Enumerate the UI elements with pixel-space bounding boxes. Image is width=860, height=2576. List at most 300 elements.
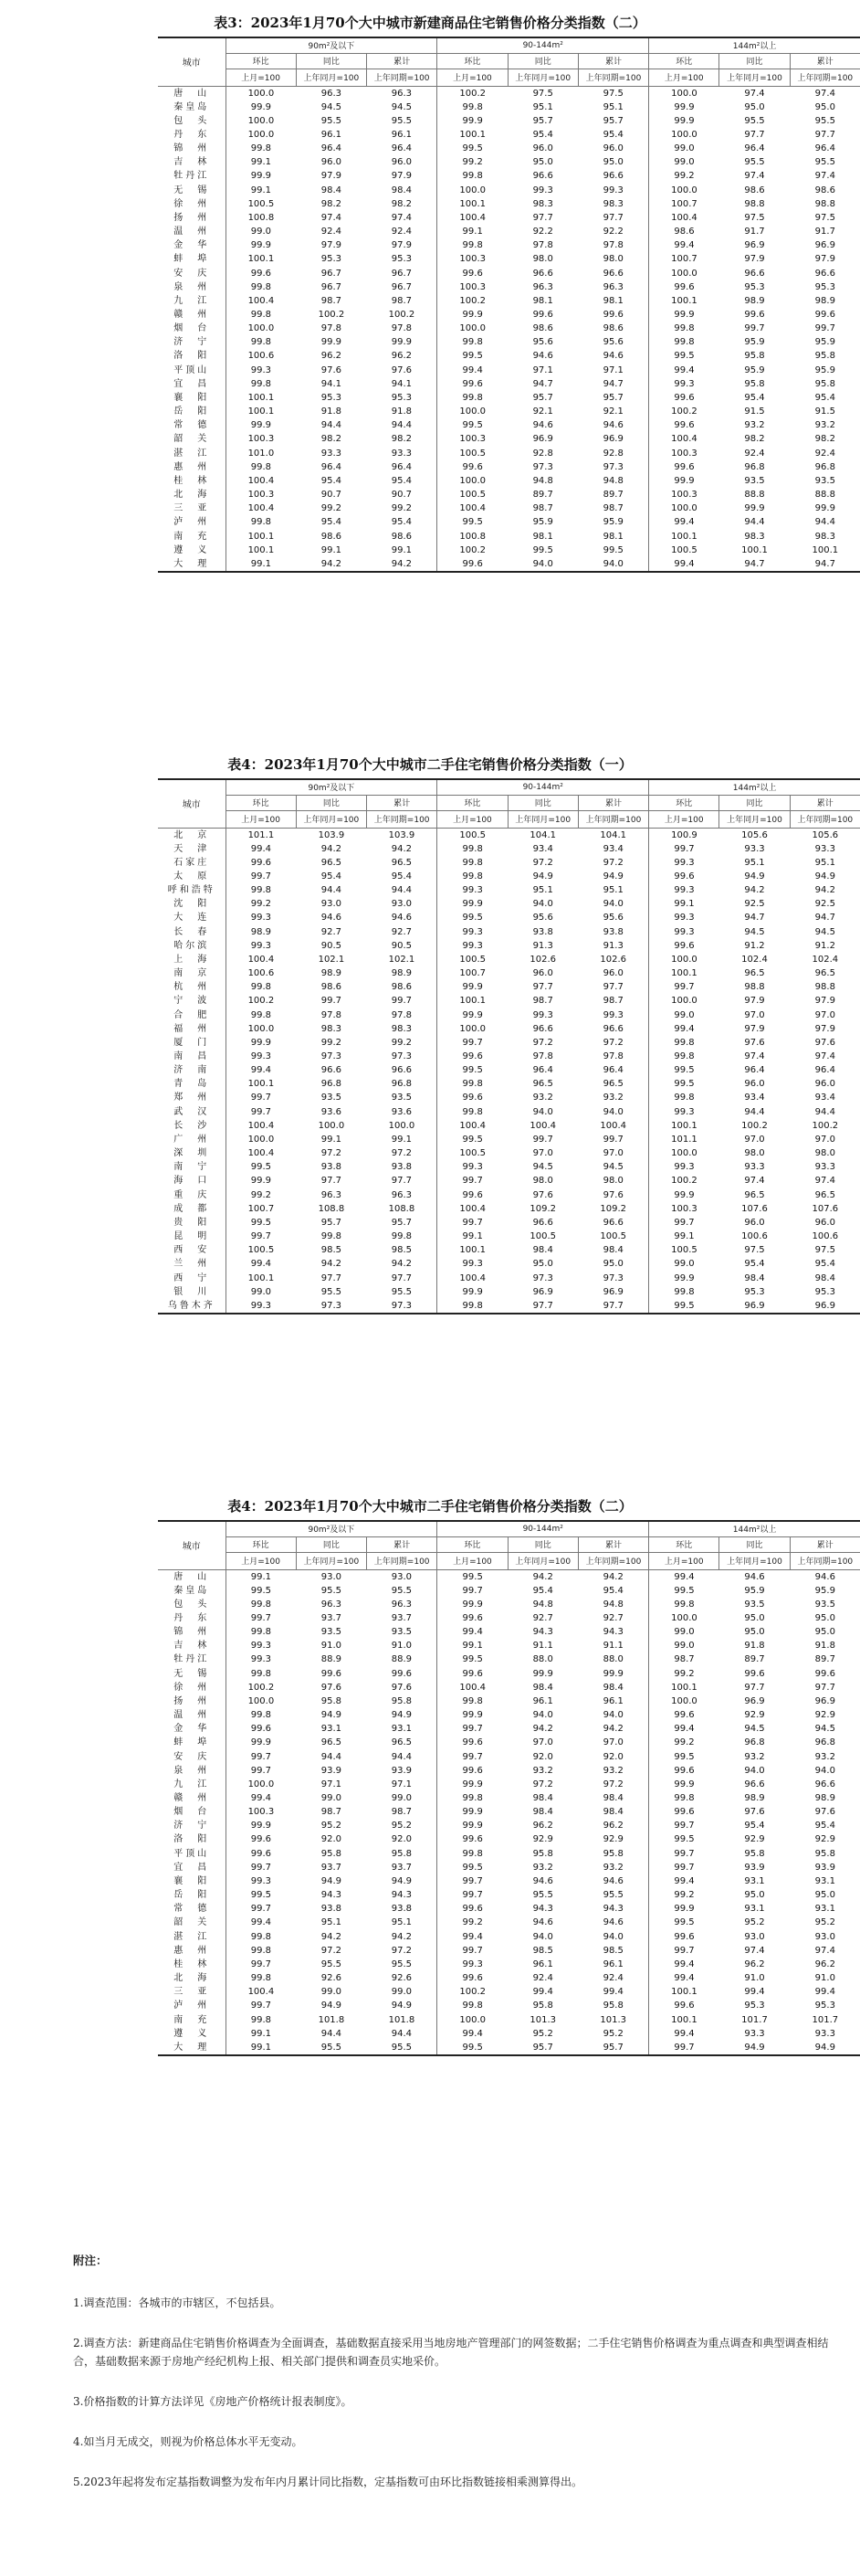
index-value: 93.7 [320,1612,342,1623]
sub-header: 同比 [719,53,790,69]
index-value: 95.3 [320,254,342,265]
index-value: 94.2 [391,843,413,854]
index-value: 95.8 [603,1848,624,1859]
index-value: 96.0 [814,1217,835,1228]
index-value: 96.6 [744,1779,765,1789]
index-value: 97.2 [391,1945,413,1956]
index-value: 100.0 [437,474,508,488]
index-value: 91.8 [744,1641,765,1652]
index-value: 100.5 [437,447,508,460]
index-value: 99.7 [437,1750,508,1764]
index-value: 100.0 [649,501,719,515]
city-name: 吉 林 [173,157,210,168]
index-value: 92.4 [814,448,835,459]
index-value: 99.8 [225,1008,296,1022]
index-value: 98.3 [391,1023,413,1034]
index-value: 92.4 [320,227,342,238]
index-value: 95.4 [391,475,413,486]
base-header: 上年同月=100 [296,1552,366,1569]
city-name: 惠 州 [173,1945,210,1956]
index-value: 97.3 [603,461,624,472]
index-value: 94.4 [320,885,342,896]
index-value: 100.4 [437,211,508,225]
index-value: 97.4 [391,212,413,223]
base-header: 上年同月=100 [719,69,790,86]
table-row [158,447,860,460]
index-value: 91.0 [320,1641,342,1652]
index-value: 100.4 [225,953,296,966]
index-value: 96.9 [719,1299,790,1314]
index-value: 95.5 [391,1286,413,1297]
index-value: 95.0 [814,1627,835,1638]
index-value: 99.6 [532,310,553,320]
table-row [158,856,860,870]
index-value: 92.2 [532,227,553,238]
table-row [158,1584,860,1598]
index-value: 100.3 [649,488,719,501]
area-group-header: 90-144m² [437,1521,649,1536]
index-value: 97.4 [744,1176,765,1187]
index-value: 91.3 [532,940,553,951]
index-value: 99.1 [225,184,296,197]
table-row [158,197,860,211]
index-value: 99.4 [649,515,719,529]
index-value: 98.4 [603,1807,624,1818]
index-value: 100.1 [225,405,296,418]
index-value: 92.7 [532,1612,553,1623]
index-value: 98.3 [532,198,553,209]
index-value: 95.4 [744,1259,765,1270]
index-value: 93.5 [744,1599,765,1610]
index-value: 99.1 [391,544,413,555]
index-value: 96.4 [744,143,765,154]
index-value: 99.3 [437,1160,508,1174]
index-value: 99.3 [649,1105,719,1119]
index-value: 99.4 [437,1625,508,1639]
index-value: 100.0 [388,1120,415,1131]
index-value: 97.4 [814,1051,835,1061]
index-value: 93.2 [814,1751,835,1762]
index-value: 103.9 [318,829,345,840]
index-value: 95.8 [744,378,765,389]
index-value: 95.3 [814,2001,835,2011]
base-header: 上年同期=100 [578,69,648,86]
index-value: 94.9 [744,871,765,882]
index-value: 99.7 [603,1134,624,1145]
index-value: 94.5 [532,1162,553,1173]
table-row [158,1847,860,1861]
index-value: 100.3 [437,432,508,446]
index-value: 99.6 [649,1764,719,1778]
city-name: 温 州 [173,227,210,238]
index-value: 97.7 [508,1299,578,1314]
index-value: 97.8 [603,1051,624,1061]
city-name: 丹 东 [173,1612,210,1623]
index-value: 96.8 [814,1737,835,1748]
index-value: 98.7 [532,503,553,514]
index-value: 102.1 [318,954,345,965]
index-value: 97.6 [744,1807,765,1818]
index-value: 98.0 [814,1148,835,1159]
index-value: 94.7 [532,378,553,389]
index-value: 96.3 [532,281,553,292]
index-value: 94.1 [391,378,413,389]
table-row [158,1625,860,1639]
index-value: 95.3 [814,281,835,292]
index-value: 97.4 [814,171,835,182]
index-value: 93.3 [391,448,413,459]
city-name: 无 锡 [173,1668,210,1679]
index-value: 97.3 [532,1272,553,1283]
index-value: 94.0 [532,899,553,910]
table-row [158,1819,860,1832]
index-value: 97.7 [603,982,624,993]
index-value: 94.9 [719,2041,790,2055]
table-row [158,184,860,197]
city-name: 徐 州 [173,198,210,209]
table-row [158,557,860,572]
index-value: 99.3 [225,1299,296,1314]
index-value: 101.3 [530,2014,557,2025]
index-value: 100.6 [741,1231,768,1242]
index-value: 102.6 [600,954,627,965]
index-value: 99.3 [603,185,624,195]
index-value: 100.5 [437,488,508,501]
index-value: 95.3 [391,392,413,403]
city-name: 三 亚 [173,1987,210,1998]
index-value: 96.5 [744,1189,765,1200]
index-value: 97.1 [603,364,624,375]
index-value: 96.0 [603,968,624,979]
index-value: 99.1 [437,1230,508,1243]
table-row [158,1985,860,1999]
index-value: 94.9 [320,1710,342,1721]
index-value: 99.8 [649,1036,719,1050]
index-value: 95.5 [320,1286,342,1297]
index-value: 99.9 [649,308,719,322]
index-value: 99.0 [391,1793,413,1803]
index-value: 95.7 [532,115,553,126]
index-value: 95.8 [391,1848,413,1859]
index-value: 96.0 [744,1217,765,1228]
index-value: 99.7 [437,1888,508,1902]
index-value: 95.8 [744,1848,765,1859]
sub-header: 同比 [508,53,578,69]
index-value: 98.7 [391,295,413,306]
index-value: 97.6 [391,364,413,375]
index-value: 99.6 [437,1091,508,1104]
index-value: 94.5 [320,101,342,112]
index-value: 100.0 [225,1022,296,1036]
index-value: 97.7 [744,129,765,140]
index-value: 99.9 [437,1708,508,1722]
index-value: 98.6 [603,323,624,334]
index-value: 95.5 [320,1958,342,1969]
index-value: 99.5 [649,1063,719,1077]
table-row [158,155,860,169]
index-value: 94.6 [603,1875,624,1886]
index-value: 92.1 [603,406,624,417]
city-name: 岳 阳 [173,406,210,417]
index-value: 102.4 [812,954,839,965]
index-value: 100.2 [812,1120,839,1131]
index-value: 99.5 [649,1916,719,1929]
index-value: 99.8 [225,1971,296,1985]
index-value: 99.7 [437,1874,508,1888]
index-value: 97.7 [391,1176,413,1187]
index-value: 92.9 [744,1834,765,1845]
index-value: 96.9 [744,1695,765,1706]
index-value: 98.8 [744,198,765,209]
index-value: 92.9 [814,1834,835,1845]
index-value: 99.9 [225,418,296,432]
index-value: 99.7 [649,842,719,856]
index-value: 99.3 [225,364,296,377]
note-item: 3.价格指数的计算方法详见《房地产价格统计报表制度》。 [73,2395,352,2408]
table-row [158,1077,860,1091]
city-name: 徐 州 [173,1682,210,1693]
index-value: 96.4 [814,1065,835,1076]
index-value: 96.1 [532,1958,553,1969]
city-name: 大 理 [158,557,225,572]
index-value: 98.6 [320,531,342,542]
table-row [158,1764,860,1778]
index-value: 96.3 [391,1599,413,1610]
index-value: 94.4 [744,1106,765,1117]
index-value: 94.0 [603,1106,624,1117]
index-value: 96.0 [320,157,342,168]
city-name: 呼和浩特 [167,885,215,896]
city-name: 洛 阳 [173,351,210,362]
index-value: 99.2 [391,503,413,514]
index-value: 88.9 [391,1654,413,1665]
table-row [158,1272,860,1285]
index-value: 100.4 [225,1119,296,1133]
table-row [158,114,860,128]
city-name: 遵 义 [173,544,210,555]
index-value: 99.2 [391,1037,413,1048]
index-value: 99.8 [437,1847,508,1861]
index-value: 99.6 [603,310,624,320]
index-value: 94.2 [603,1571,624,1582]
index-value: 97.6 [320,364,342,375]
index-value: 100.5 [600,1231,627,1242]
index-value: 99.1 [225,155,296,169]
index-value: 92.7 [603,1612,624,1623]
index-value: 97.4 [814,1176,835,1187]
index-value: 105.6 [741,829,768,840]
index-value: 95.1 [814,857,835,868]
index-value: 93.4 [532,843,553,854]
city-name: 西 安 [173,1245,210,1256]
index-value: 94.2 [532,1571,553,1582]
index-value: 100.0 [437,1022,508,1036]
index-value: 94.3 [532,1627,553,1638]
area-group-header: 90m²及以下 [225,37,437,53]
index-value: 97.7 [532,982,553,993]
index-value: 95.5 [391,1585,413,1596]
index-value: 93.7 [391,1612,413,1623]
city-name: 西 宁 [173,1272,210,1283]
index-value: 91.8 [320,406,342,417]
index-value: 99.6 [649,870,719,883]
index-value: 100.0 [318,1120,345,1131]
index-value: 96.9 [603,434,624,445]
index-value: 88.9 [320,1654,342,1665]
index-value: 99.1 [437,1639,508,1652]
index-value: 91.0 [814,1973,835,1984]
city-name: 成 都 [173,1203,210,1214]
index-value: 99.9 [437,1778,508,1791]
index-value: 98.9 [814,1793,835,1803]
index-value: 99.5 [437,911,508,924]
index-value: 91.2 [814,940,835,951]
index-value: 97.9 [814,1023,835,1034]
index-value: 99.7 [225,1958,296,1971]
index-value: 93.5 [391,1627,413,1638]
index-value: 94.6 [391,913,413,924]
index-value: 99.6 [814,1668,835,1679]
index-value: 99.6 [437,1611,508,1625]
index-value: 99.8 [437,1791,508,1805]
index-value: 93.1 [391,1724,413,1735]
table-row [158,2041,860,2055]
index-value: 100.1 [437,128,508,142]
index-value: 99.3 [437,1257,508,1271]
index-value: 102.4 [741,954,768,965]
city-name: 青 岛 [173,1079,210,1090]
index-value: 99.5 [437,515,508,529]
index-value: 95.5 [367,2041,437,2055]
index-value: 95.4 [814,1821,835,1832]
table-row [158,1639,860,1652]
index-value: 94.6 [603,1917,624,1928]
index-value: 99.2 [320,1037,342,1048]
table-row [158,1202,860,1216]
index-value: 100.4 [437,1272,508,1285]
index-value: 101.3 [600,2014,627,2025]
index-value: 99.5 [437,1652,508,1666]
index-value: 99.0 [320,1793,342,1803]
index-value: 100.4 [530,1120,557,1131]
index-value: 95.7 [391,1217,413,1228]
index-value: 99.4 [225,842,296,856]
index-value: 99.8 [437,335,508,349]
index-value: 96.8 [391,1079,413,1090]
index-value: 100.0 [649,184,719,197]
index-value: 96.2 [532,1821,553,1832]
index-value: 95.7 [532,392,553,403]
index-value: 91.7 [814,227,835,238]
table-row [158,267,860,280]
index-value: 98.7 [532,996,553,1007]
index-value: 99.9 [649,100,719,114]
index-value: 99.6 [814,310,835,320]
index-value: 95.0 [744,1612,765,1623]
note-item: 4.如当月无成交，则视为价格总体水平无变动。 [73,2435,303,2448]
index-value: 98.5 [603,1945,624,1956]
index-value: 97.8 [320,323,342,334]
index-value: 104.1 [600,829,627,840]
index-value: 95.8 [603,2001,624,2011]
index-value: 99.9 [320,337,342,348]
index-value: 96.6 [532,268,553,279]
index-value: 98.6 [744,185,765,195]
index-value: 94.6 [532,420,553,431]
index-value: 99.9 [391,337,413,348]
index-value: 93.4 [744,1093,765,1103]
table-row [158,1146,860,1160]
index-value: 108.8 [318,1203,345,1214]
index-value: 96.9 [814,240,835,251]
area-group-header: 144m²以上 [649,779,860,795]
index-value: 100.5 [530,1231,557,1242]
index-value: 95.3 [744,2001,765,2011]
index-value: 97.7 [603,212,624,223]
table-row [158,1652,860,1666]
index-value: 92.6 [320,1973,342,1984]
base-header: 上年同期=100 [790,1552,860,1569]
index-value: 100.0 [649,86,719,100]
index-value: 88.0 [532,1654,553,1665]
city-name: 扬 州 [173,1695,210,1706]
index-value: 96.2 [814,1958,835,1969]
city-name: 泉 州 [173,281,210,292]
index-value: 95.5 [532,1890,553,1901]
sub-header: 累计 [367,53,437,69]
index-value: 95.4 [744,1821,765,1832]
index-value: 100.5 [225,197,296,211]
index-value: 99.8 [649,322,719,335]
city-name: 乌鲁木齐 [158,1299,225,1314]
index-value: 100.0 [437,405,508,418]
index-value: 100.1 [225,1272,296,1285]
index-value: 99.8 [225,2013,296,2027]
index-value: 97.2 [320,1945,342,1956]
index-value: 100.0 [225,1133,296,1146]
city-name: 锦 州 [173,1627,210,1638]
sub-header: 同比 [719,795,790,810]
index-value: 95.4 [320,517,342,528]
city-name: 长 春 [173,926,210,937]
index-value: 99.4 [744,1987,765,1998]
table-row [158,364,860,377]
index-value: 98.3 [603,198,624,209]
index-value: 97.4 [744,171,765,182]
city-name: 唐 山 [173,88,210,99]
index-value: 100.0 [649,1611,719,1625]
table-row [158,1050,860,1063]
index-value: 97.3 [391,1051,413,1061]
index-value: 99.3 [649,856,719,870]
city-name: 惠 州 [173,461,210,472]
index-value: 95.8 [814,1848,835,1859]
city-name: 桂 林 [173,475,210,486]
index-value: 95.7 [603,392,624,403]
index-value: 93.0 [814,1931,835,1942]
index-value: 97.0 [603,1737,624,1748]
index-value: 94.6 [532,1875,553,1886]
index-value: 99.6 [744,310,765,320]
index-value: 100.1 [741,544,768,555]
index-value: 93.0 [391,899,413,910]
index-value: 100.4 [225,1146,296,1160]
index-value: 99.1 [225,1569,296,1584]
table-row [158,870,860,883]
table-row [158,294,860,308]
index-value: 99.8 [649,1791,719,1805]
index-value: 96.4 [320,143,342,154]
